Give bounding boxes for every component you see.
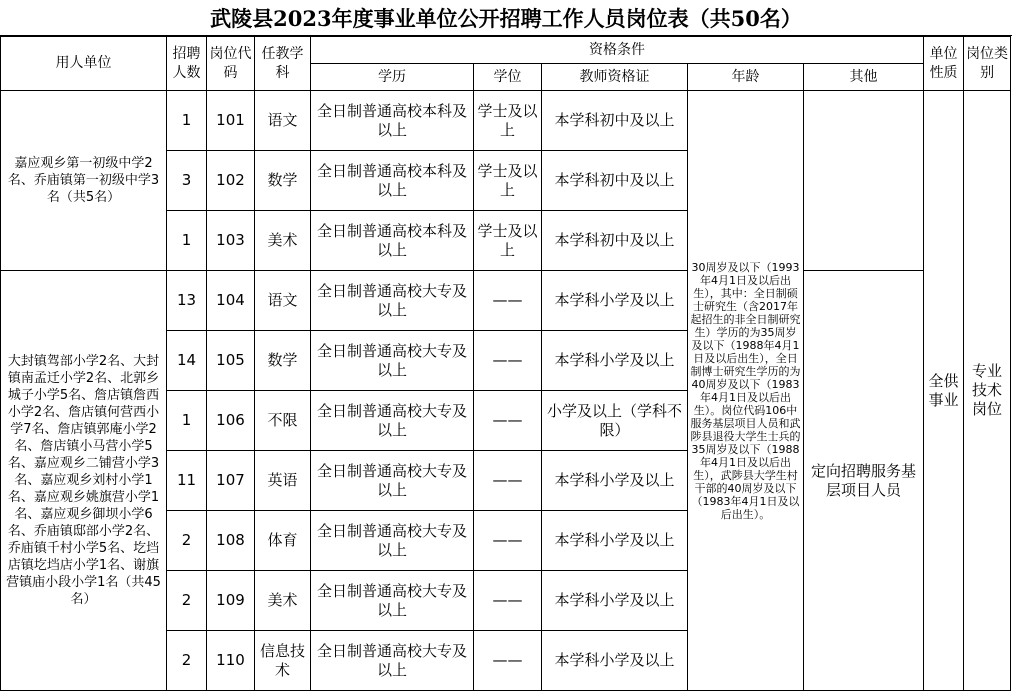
subject-cell: 数学: [255, 151, 311, 211]
education-cell: 全日制普通高校大专及以上: [311, 631, 474, 691]
header-other: 其他: [804, 64, 924, 91]
count-cell: 1: [167, 391, 207, 451]
age-cell: 30周岁及以下（1993年4月1日及以后出生），其中：全日制硕士研究生（含2017年起招生的非全日制研究生）学历的为35周岁及以下（1988年4月1日及以后出生），全日制博士研究生学历的为40周岁及以下（1983年4月1日及以后出生）。岗位代码106中服务基层项目人员和武陟县退役大学生士兵的35周岁及以下（1988年4月1日及以后出生），武陟县大学生村干部的40周岁及以下（1983年4月1日及以后出生）。: [688, 91, 804, 691]
education-cell: 全日制普通高校大专及以上: [311, 511, 474, 571]
certificate-cell: 本学科小学及以上: [542, 511, 688, 571]
certificate-cell: 本学科初中及以上: [542, 211, 688, 271]
code-cell: 106: [207, 391, 255, 451]
certificate-cell: 本学科小学及以上: [542, 631, 688, 691]
education-cell: 全日制普通高校大专及以上: [311, 391, 474, 451]
count-cell: 14: [167, 331, 207, 391]
certificate-cell: 本学科小学及以上: [542, 571, 688, 631]
education-cell: 全日制普通高校本科及以上: [311, 91, 474, 151]
count-cell: 13: [167, 271, 207, 331]
header-qualification: 资格条件: [311, 37, 924, 64]
certificate-cell: 本学科小学及以上: [542, 271, 688, 331]
header-education: 学历: [311, 64, 474, 91]
code-cell: 102: [207, 151, 255, 211]
degree-cell: 学士及以上: [474, 91, 542, 151]
unit-cell: 嘉应观乡第一初级中学2名、乔庙镇第一初级中学3名（共5名）: [1, 91, 167, 271]
code-cell: 107: [207, 451, 255, 511]
code-cell: 109: [207, 571, 255, 631]
subject-cell: 语文: [255, 91, 311, 151]
header-degree: 学位: [474, 64, 542, 91]
header-code: 岗位代码: [207, 37, 255, 91]
table-row: [1, 271, 1011, 331]
count-cell: 1: [167, 211, 207, 271]
degree-cell: ——: [474, 271, 542, 331]
degree-cell: ——: [474, 451, 542, 511]
degree-cell: ——: [474, 631, 542, 691]
other-cell: 定向招聘服务基层项目人员: [804, 271, 924, 691]
code-cell: 105: [207, 331, 255, 391]
education-cell: 全日制普通高校大专及以上: [311, 571, 474, 631]
other-cell: [804, 91, 924, 271]
code-cell: 103: [207, 211, 255, 271]
header-subject: 任教学科: [255, 37, 311, 91]
table-row: [1, 91, 1011, 151]
count-cell: 2: [167, 571, 207, 631]
subject-cell: 美术: [255, 571, 311, 631]
certificate-cell: 小学及以上（学科不限）: [542, 391, 688, 451]
education-cell: 全日制普通高校大专及以上: [311, 331, 474, 391]
header-count: 招聘人数: [167, 37, 207, 91]
nature-cell: 全供事业: [924, 91, 964, 691]
header-certificate: 教师资格证: [542, 64, 688, 91]
header-unit: 用人单位: [1, 37, 167, 91]
header-row: [1, 37, 1011, 64]
count-cell: 2: [167, 511, 207, 571]
certificate-cell: 本学科小学及以上: [542, 451, 688, 511]
education-cell: 全日制普通高校大专及以上: [311, 271, 474, 331]
certificate-cell: 本学科小学及以上: [542, 331, 688, 391]
degree-cell: ——: [474, 331, 542, 391]
subject-cell: 数学: [255, 331, 311, 391]
count-cell: 1: [167, 91, 207, 151]
certificate-cell: 本学科初中及以上: [542, 91, 688, 151]
code-cell: 101: [207, 91, 255, 151]
degree-cell: ——: [474, 391, 542, 451]
code-cell: 104: [207, 271, 255, 331]
code-cell: 108: [207, 511, 255, 571]
degree-cell: 学士及以上: [474, 151, 542, 211]
count-cell: 2: [167, 631, 207, 691]
subject-cell: 不限: [255, 391, 311, 451]
education-cell: 全日制普通高校本科及以上: [311, 151, 474, 211]
count-cell: 11: [167, 451, 207, 511]
header-nature: 单位性质: [924, 37, 964, 91]
subject-cell: 美术: [255, 211, 311, 271]
degree-cell: 学士及以上: [474, 211, 542, 271]
certificate-cell: 本学科初中及以上: [542, 151, 688, 211]
degree-cell: ——: [474, 511, 542, 571]
subject-cell: 信息技术: [255, 631, 311, 691]
education-cell: 全日制普通高校本科及以上: [311, 211, 474, 271]
category-cell: 专业技术岗位: [964, 91, 1011, 691]
page-title: 武陵县2023年度事业单位公开招聘工作人员岗位表（共50名）: [0, 0, 1012, 36]
degree-cell: ——: [474, 571, 542, 631]
header-age: 年龄: [688, 64, 804, 91]
subject-cell: 英语: [255, 451, 311, 511]
subject-cell: 体育: [255, 511, 311, 571]
subject-cell: 语文: [255, 271, 311, 331]
education-cell: 全日制普通高校大专及以上: [311, 451, 474, 511]
unit-cell: 大封镇驾部小学2名、大封镇南孟迁小学2名、北郭乡城子小学5名、詹店镇詹西小学2名、詹店镇何营西小学7名、詹店镇郭庵小学2名、詹店镇小马营小学5名、嘉应观乡二铺营小学3名、嘉应观乡刘村小学1名、嘉应观乡姚旗营小学1名、嘉应观乡御坝小学6名、乔庙镇邸部小学2名、乔庙镇千村小学5名、圪垱店镇圪垱店小学1名、谢旗营镇庙小段小学1名（共45名）: [1, 271, 167, 691]
code-cell: 110: [207, 631, 255, 691]
header-category: 岗位类别: [964, 37, 1011, 91]
count-cell: 3: [167, 151, 207, 211]
positions-table: [0, 36, 1011, 691]
